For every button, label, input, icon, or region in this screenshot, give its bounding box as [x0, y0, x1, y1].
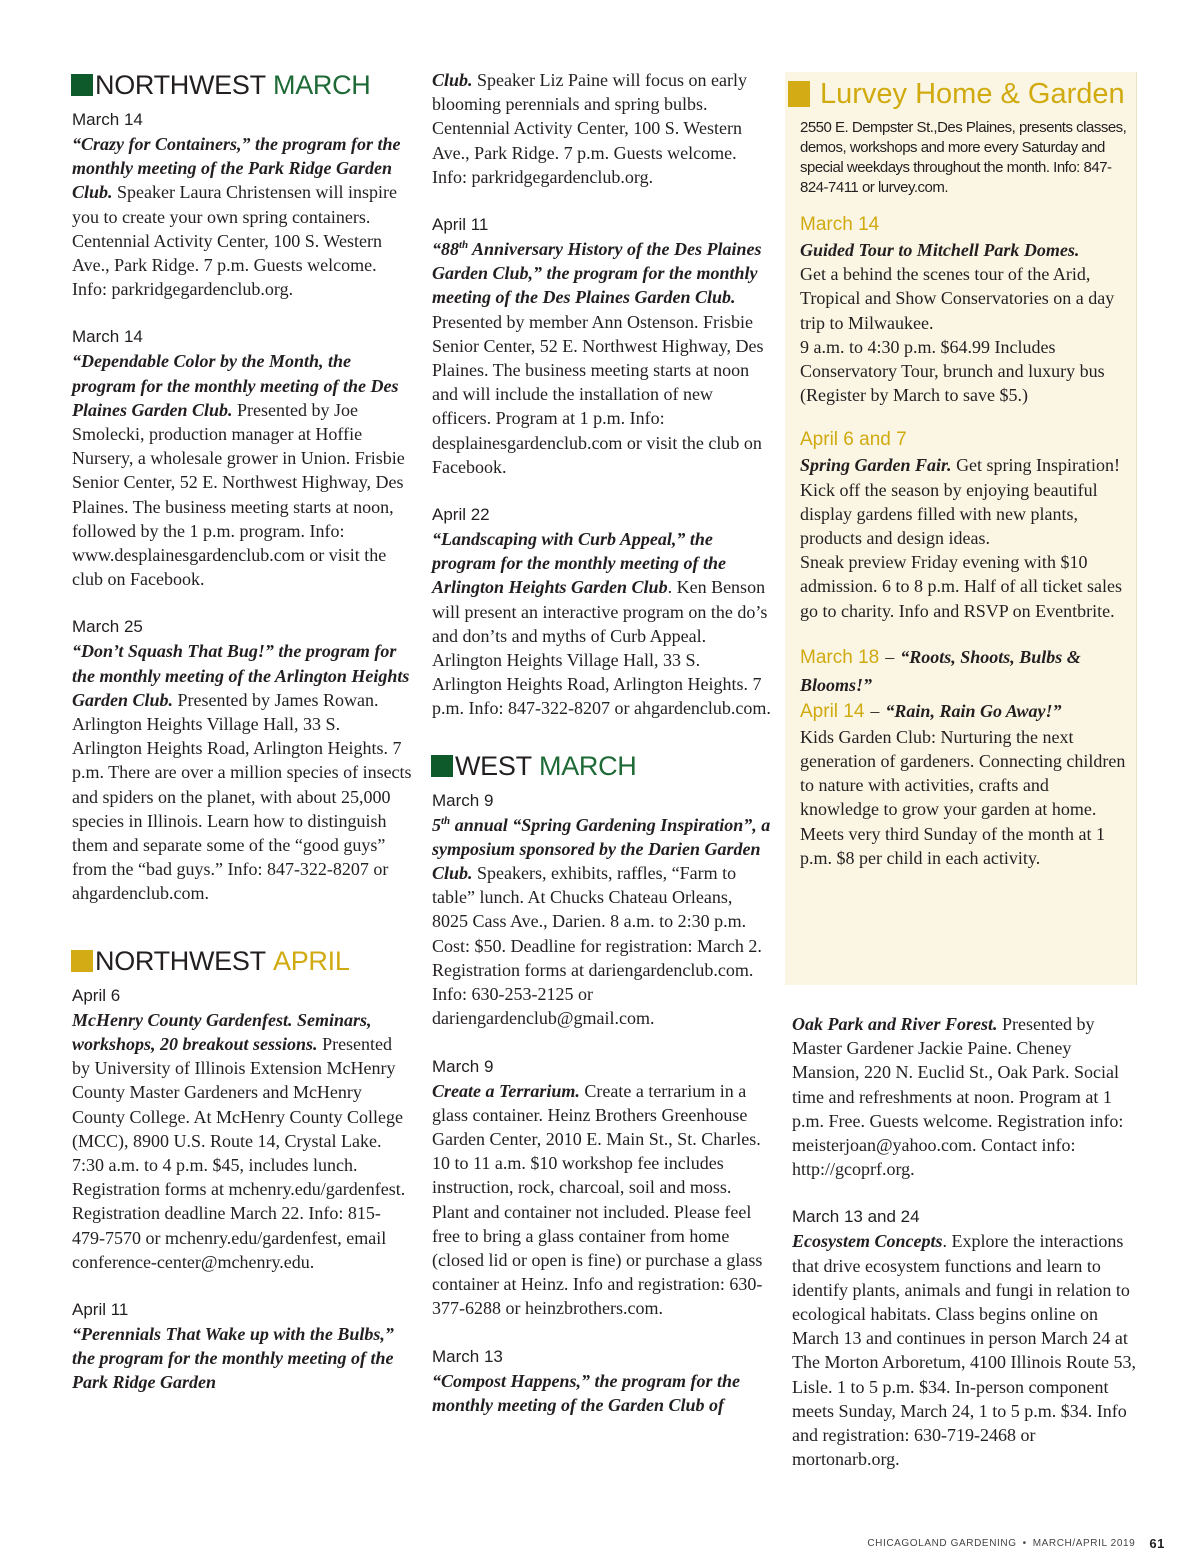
- event-title: McHenry County Gardenfest. Seminars, workshops, 20 breakout sessions.: [72, 1009, 372, 1054]
- issue-date: MARCH/APRIL 2019: [1032, 1538, 1136, 1549]
- event-date: March 14: [800, 214, 880, 235]
- footer-separator: •: [1022, 1538, 1027, 1549]
- event-text: . Ken Benson will present an interactive program on the do’s and don’ts and myths of Curb Appeal. Arlington Heights Village Hall, 33 S. Arlington Heights Road, Arlington Heights. 7 p.m. Info: 847-322-8207 or ahgardenclub.com.: [432, 577, 771, 719]
- column-3: [792, 1012, 1137, 1495]
- section-header-northwest-april: NORTHWEST APRIL: [71, 946, 412, 976]
- event-date: April 14: [800, 700, 865, 722]
- event-item: [72, 984, 412, 1274]
- event-body: March 18 – “Roots, Shoots, Bulbs & Blooms!”: [800, 646, 1081, 695]
- event-text: Get a behind the scenes tour of the Arid, Tropical and Show Conservatories on a day trip to Milwaukee.: [800, 264, 1115, 333]
- event-text: Speaker Laura Christensen will inspire you to create your own spring containers. Centennial Activity Center, 100 S. Western Ave., Park Ridge. 7 p.m. Guests welcome. Info: parkridgegardenclub.org.: [72, 182, 397, 300]
- column-1: [72, 70, 412, 1419]
- event-item: [72, 615, 412, 905]
- sidebar-header: [788, 76, 1130, 112]
- event-date: March 13 and 24: [792, 1207, 920, 1227]
- event-body: [432, 237, 772, 479]
- event-body: [432, 1079, 772, 1321]
- event-text: . Explore the interactions that drive ecosystem functions and learn to identify plants, animals and fungi in relation to ecological habitats. Class begins online on March 13 and continues in person March 24 at The Morton Arboretum, 4100 Illinois Route 53, Lisle. 1 to 5 p.m. $34. In-person component meets Sunday, March 24, 1 to 5 p.m. $34. Info and registration: 630-719-2468 or mortonarb.org.: [792, 1231, 1136, 1470]
- event-continued: [432, 68, 772, 189]
- event-body: [72, 132, 412, 301]
- event-text: Presented by Joe Smolecki, production manager at Hoffie Nursery, a wholesale grower in Union. Frisbie Senior Center, 52 E. Northwest Highway, Des Plaines. The business meeting starts at noon, followed by the 1 p.m. program. Info: www.desplainesgardenclub.com or visit the club on Facebook.: [72, 399, 405, 590]
- sidebar-event: [800, 427, 1130, 622]
- event-title: “Compost Happens,” the program for the monthly meeting of the Garden Club of: [432, 1370, 741, 1415]
- event-title: “Perennials That Wake up with the Bulbs,” the program for the monthly meeting of the Park Ridge Garden: [72, 1323, 394, 1393]
- sidebar-event: [800, 212, 1130, 407]
- event-title: Club.: [432, 70, 473, 90]
- event-text: Create a terrarium in a glass container. Heinz Brothers Greenhouse Garden Center, 2010 E. Main St., St. Charles. 10 to 11 a.m. $10 workshop fee includes instruction, rock, charcoal, soil and moss. Plant and container not included. Please feel free to bring a glass container from home (closed lid or open is fine) or purchase a glass container at Heinz. Info and registration: 630-377-6288 or heinzbrothers.com.: [432, 1080, 763, 1319]
- event-text: Speaker Liz Paine will focus on early blooming perennials and spring bulbs. Centennial Activity Center, 100 S. Western Ave., Park Ridge. 7 p.m. Guests welcome. Info: parkridgegardenclub.org.: [432, 70, 747, 187]
- event-text: Presented by member Ann Ostenson. Frisbie Senior Center, 52 E. Northwest Highway, Des Plaines. The business meeting starts at noon and will include the installation of new officers. Program at 1 p.m. Info: desplainesgardenclub.com or visit the club on Facebook.: [432, 311, 764, 477]
- event-text: Kids Garden Club: Nurturing the next generation of gardeners. Connecting children to nature with activities, crafts and knowledge to grow your garden at home. Meets very third Sunday of the month at 1 p.m. $8 per child in each activity.: [800, 726, 1126, 868]
- event-title: “Crazy for Containers,” the program for the monthly meeting of the Park Ridge Garden Club.: [72, 134, 401, 203]
- event-item: [432, 1345, 772, 1417]
- event-body: [432, 68, 772, 189]
- event-date: April 11: [72, 1299, 129, 1319]
- event-date: March 9: [432, 790, 494, 810]
- event-title: “Roots, Shoots, Bulbs & Blooms!”: [800, 646, 1081, 695]
- event-title: “Don’t Squash That Bug!” the program for the monthly meeting of the Arlington Heights Garden Club.: [72, 641, 410, 710]
- event-date: April 11: [432, 215, 489, 235]
- column-2: [432, 68, 772, 1441]
- event-title: Create a Terrarium.: [432, 1080, 580, 1101]
- publication-name: CHICAGOLAND GARDENING: [867, 1538, 1017, 1549]
- event-body: [432, 813, 772, 1031]
- event-body: [800, 453, 1130, 622]
- event-body: [792, 1012, 1137, 1181]
- event-date: April 6 and 7: [800, 429, 907, 451]
- event-text: Sneak preview Friday evening with $10 admission. 6 to 8 p.m. Half of all ticket sales go to charity. Info and RSVP on Eventbrite.: [800, 552, 1122, 621]
- event-item: [792, 1205, 1137, 1471]
- event-title: Oak Park and River Forest.: [792, 1014, 998, 1034]
- section-header-northwest-march: NORTHWEST MARCH: [71, 70, 412, 100]
- event-item: [72, 108, 412, 301]
- lurvey-sidebar-box: [785, 72, 1137, 985]
- green-square-icon: [71, 74, 93, 96]
- event-date: March 14: [72, 110, 143, 129]
- event-date: March 13: [432, 1346, 503, 1366]
- event-title: “Landscaping with Curb Appeal,” the program for the monthly meeting of the Arlington Heights Garden Club: [432, 529, 727, 598]
- event-title: “88th Anniversary History of the Des Plaines Garden Club,” the program for the monthly meeting of the Des Plaines Garden Club.: [432, 239, 762, 308]
- page-number: 61: [1149, 1536, 1165, 1551]
- event-continued: [792, 1012, 1137, 1181]
- gold-square-icon: [71, 950, 93, 972]
- event-date: March 9: [432, 1056, 494, 1076]
- event-item: [432, 789, 772, 1031]
- event-date: April 22: [432, 505, 490, 525]
- event-title: “Dependable Color by the Month, the program for the monthly meeting of the Des Plaines Garden Club.: [72, 351, 399, 420]
- event-text: Presented by James Rowan. Arlington Heights Village Hall, 33 S. Arlington Heights Road, Arlington Heights. 7 p.m. There are over a million species of insects and spiders on the planet, with about 25,000 species in Illinois. Learn how to distinguish them and separate some of the “good guys” from the “bad guys.” Info: 847-322-8207 or ahgardenclub.com.: [72, 689, 412, 904]
- event-body: [432, 527, 772, 721]
- section-header-west-march: WEST MARCH: [431, 751, 772, 781]
- event-text: Presented by University of Illinois Extension McHenry County Master Gardeners and McHenry County College. At McHenry County College (MCC), 8900 U.S. Route 14, Crystal Lake. 7:30 a.m. to 4 p.m. $45, includes lunch. Registration forms at mchenry.edu/gardenfest. Registration deadline March 22. Info: 815-479-7570 or mchenry.edu/gardenfest, email conference-center@mchenry.edu.: [72, 1033, 406, 1272]
- gold-square-icon: [788, 81, 810, 107]
- event-body: [72, 1008, 412, 1274]
- event-date: March 14: [72, 327, 143, 347]
- event-item: [432, 1055, 772, 1321]
- event-body: April 14 – “Rain, Rain Go Away!” Kids Garden Club: Nurturing the next generation of gardeners. Connecting children to nature with activities, crafts and knowledge to grow your garden at home. Meets very third Sunday of the month at 1 p.m. $8 per child in each activity.: [800, 699, 1130, 870]
- event-body: [72, 639, 412, 905]
- event-date: March 18: [800, 646, 880, 668]
- event-body: [800, 238, 1130, 407]
- event-item: [72, 325, 412, 591]
- event-title: Guided Tour to Mitchell Park Domes.: [800, 240, 1080, 260]
- event-item: [432, 503, 772, 721]
- green-square-icon: [431, 755, 453, 777]
- event-text: Presented by Master Gardener Jackie Paine. Cheney Mansion, 220 N. Euclid St., Oak Park. Social time and refreshments at noon. Program at 1 p.m. Free. Guests welcome. Registration info: meisterjoan@yahoo.com. Contact info: http://gcoprf.org.: [792, 1014, 1124, 1180]
- event-date: April 6: [72, 985, 121, 1005]
- event-text: Speakers, exhibits, raffles, “Farm to table” lunch. At Chucks Chateau Orleans, 8025 Cass Ave., Darien. 8 a.m. to 2:30 p.m. Cost: $50. Deadline for registration: March 2. Registration forms at dariengardenclub.com. Info: 630-253-2125 or dariengardenclub@gmail.com.: [432, 863, 762, 1029]
- page-footer: [860, 1536, 1165, 1551]
- event-text: 9 a.m. to 4:30 p.m. $64.99 Includes Conservatory Tour, brunch and luxury bus (Register by March to save $5.): [800, 336, 1105, 406]
- event-body: [792, 1229, 1137, 1471]
- event-body: [432, 1369, 772, 1417]
- sidebar-address: 2550 E. Dempster St.,Des Plaines, presents classes, demos, workshops and more every Saturday and special weekdays throughout the month. Info: 847- 824-7411 or lurvey.com.: [800, 119, 1127, 196]
- event-body: [72, 1322, 412, 1395]
- event-title: “Rain, Rain Go Away!”: [885, 700, 1062, 721]
- event-item: [432, 213, 772, 479]
- event-body: [72, 349, 412, 591]
- event-text: Get spring Inspiration! Kick off the season by enjoying beautiful display gardens filled with new plants, products and design ideas.: [800, 455, 1121, 549]
- event-item: [72, 1298, 412, 1395]
- event-title: Ecosystem Concepts: [792, 1231, 943, 1252]
- sidebar-title: Lurvey Home & Garden: [820, 78, 1125, 110]
- event-title: Spring Garden Fair.: [800, 455, 952, 476]
- event-title: 5th annual “Spring Gardening Inspiration”, a symposium sponsored by the Darien Garden Club.: [432, 814, 771, 884]
- sidebar-event: [800, 643, 1130, 870]
- event-date: March 25: [72, 617, 143, 637]
